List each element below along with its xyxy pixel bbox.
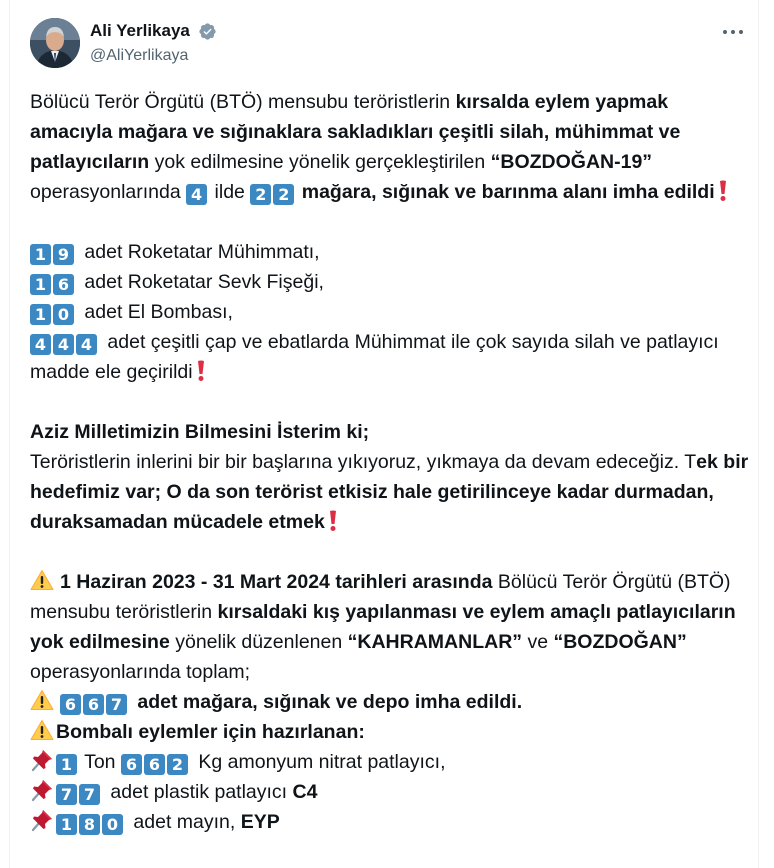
- list-item: Bombalı eylemler için hazırlanan:: [30, 717, 750, 747]
- keycap: 1: [30, 304, 51, 325]
- pushpin-icon: [30, 748, 54, 772]
- keycap: 2: [273, 184, 294, 205]
- keycap: 6: [121, 754, 142, 775]
- list-item: 1 0 adet El Bombası,: [30, 297, 750, 327]
- warning-icon: [30, 569, 54, 591]
- keycap: 6: [53, 274, 74, 295]
- keycap: 7: [56, 784, 77, 805]
- display-name[interactable]: Ali Yerlikaya: [90, 21, 190, 40]
- list-item: 1 8 0 adet mayın, EYP: [30, 807, 750, 837]
- keycap: 0: [53, 304, 74, 325]
- keycap: 4: [53, 334, 74, 355]
- keycap: 2: [167, 754, 188, 775]
- avatar[interactable]: [30, 18, 80, 68]
- verified-badge-icon: [198, 22, 217, 41]
- keycap: 6: [144, 754, 165, 775]
- list-item: 1 Ton 6 6 2 Kg amonyum nitrat patlayıcı,: [30, 747, 750, 777]
- list-item: 6 6 7 adet mağara, sığınak ve depo imha edildi.: [30, 687, 750, 717]
- paragraph-operation: Bölücü Terör Örgütü (BTÖ) mensubu teröristlerin kırsalda eylem yapmak amacıyla mağara ve sığınaklara sakladıkları çeşitli silah, mühimmat ve patlayıcıların yok edilmesine yönelik gerçekleştirilen “BOZDOĞAN-19” operasyonlarında 4 ilde 2 2 mağara, sığınak ve barınma alanı imha edildi: [30, 87, 750, 207]
- tweet-text: [30, 87, 750, 837]
- more-options-icon[interactable]: [720, 22, 746, 42]
- pushpin-icon: [30, 778, 54, 802]
- tweet-header: [30, 18, 746, 70]
- warning-icon: [30, 719, 54, 741]
- keycap: 6: [83, 694, 104, 715]
- exclamation-icon: [328, 510, 338, 532]
- keycap: 6: [60, 694, 81, 715]
- keycap: 4: [186, 184, 207, 205]
- warning-icon: [30, 689, 54, 711]
- user-handle[interactable]: @AliYerlikaya: [90, 47, 189, 64]
- keycap: 1: [30, 244, 51, 265]
- list-item: 1 9 adet Roketatar Mühimmatı,: [30, 237, 750, 267]
- keycap: 4: [30, 334, 51, 355]
- keycap: 7: [106, 694, 127, 715]
- list-item: 7 7 adet plastik patlayıcı C4: [30, 777, 750, 807]
- keycap: 1: [56, 814, 77, 835]
- keycap: 1: [56, 754, 77, 775]
- paragraph-summary: 1 Haziran 2023 - 31 Mart 2024 tarihleri arasında Bölücü Terör Örgütü (BTÖ) mensubu teröristlerin kırsaldaki kış yapılanması ve eylem amaçlı patlayıcıların yok edilmesine yönelik düzenlenen “KAHRAMANLAR” ve “BOZDOĞAN” operasyonlarında toplam;: [30, 571, 736, 683]
- keycap: 9: [53, 244, 74, 265]
- keycap: 8: [79, 814, 100, 835]
- keycap: 4: [76, 334, 97, 355]
- keycap: 7: [79, 784, 100, 805]
- keycap: 1: [30, 274, 51, 295]
- list-item: 1 6 adet Roketatar Sevk Fişeği,: [30, 267, 750, 297]
- keycap: 2: [250, 184, 271, 205]
- list-item: 4 4 4 adet çeşitli çap ve ebatlarda Mühimmat ile çok sayıda silah ve patlayıcı madde ele geçirildi: [30, 331, 719, 383]
- pushpin-icon: [30, 808, 54, 832]
- exclamation-icon: [196, 360, 206, 382]
- exclamation-icon: [718, 180, 728, 202]
- keycap: 0: [102, 814, 123, 835]
- paragraph-statement: Aziz Milletimizin Bilmesini İsterim ki; Teröristlerin inlerini bir bir başlarına yıkıyoruz, yıkmaya da devam edeceğiz. Tek bir hedefimiz var; O da son terörist etkisiz hale getirilinceye kadar durmadan, duraksamadan mücadele etmek: [30, 421, 749, 533]
